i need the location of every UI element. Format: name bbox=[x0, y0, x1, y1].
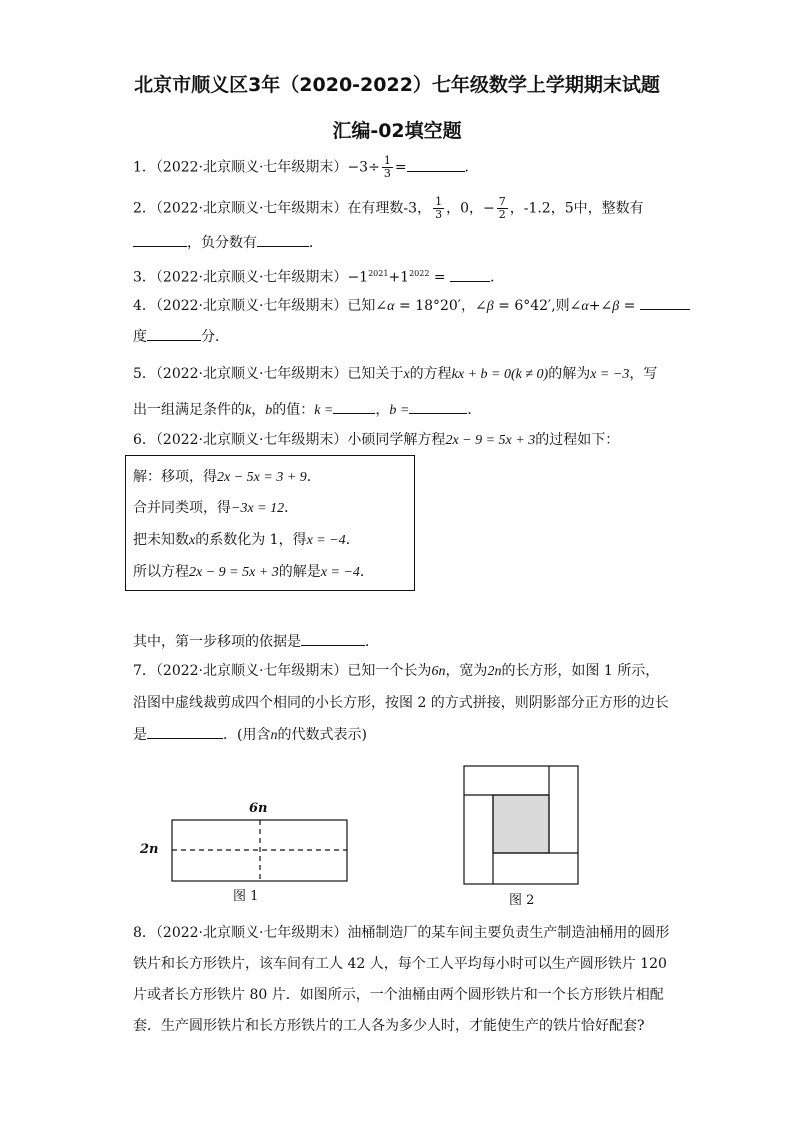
question-2: 2．（2022·北京顺义·七年级期末）在有理数-3， $\frac{1}{3}$ ，0，− $\frac{7}{2}$ ，-1.2，5中，整数有 bbox=[133, 195, 644, 221]
question-5: 5．（2022·北京顺义·七年级期末）已知关于x的方程kx + b = 0(k ≠ 0)的解为x = −3，写 bbox=[133, 366, 658, 382]
question-8-line2: 铁片和长方形铁片，该车间有工人 42 人，每个工人平均每小时可以生产圆形铁片 120 bbox=[133, 956, 667, 972]
question-8-line4: 套．生产圆形铁片和长方形铁片的工人各为多少人时，才能使生产的铁片恰好配套? bbox=[133, 1018, 645, 1034]
answer-blank[interactable] bbox=[133, 232, 187, 247]
question-3: 3．（2022·北京顺义·七年级期末）$-1^{2021}+1^{2022}$ = ． bbox=[133, 264, 504, 288]
answer-blank[interactable] bbox=[257, 232, 309, 247]
answer-blank[interactable] bbox=[409, 399, 467, 414]
question-4: 4．（2022·北京顺义·七年级期末）已知∠α = 18°20′，∠β = 6°42′,则∠α+∠β = bbox=[133, 295, 690, 317]
answer-blank[interactable] bbox=[407, 157, 465, 172]
fig1-width-label: 2n bbox=[140, 842, 159, 857]
question-5-line2: 出一组满足条件的k，b的值：k = ，b = ． bbox=[133, 399, 481, 421]
fraction: $\frac{1}{3}$ bbox=[383, 154, 391, 180]
answer-blank[interactable] bbox=[333, 399, 375, 414]
answer-blank[interactable] bbox=[301, 631, 365, 646]
fig1-caption: 图 1 bbox=[233, 889, 259, 904]
solution-step-1: 解：移项，得2x − 5x = 3 + 9． bbox=[133, 469, 321, 485]
answer-blank[interactable] bbox=[640, 295, 690, 310]
question-6: 6．（2022·北京顺义·七年级期末）小硕同学解方程2x − 9 = 5x + 3的过程如下： bbox=[133, 432, 620, 448]
solution-step-2: 合并同类项，得−3x = 12． bbox=[133, 500, 299, 516]
answer-blank[interactable] bbox=[450, 267, 490, 282]
question-4-line2: 度 分． bbox=[133, 326, 229, 347]
page-title: 北京市顺义区3年（2020-2022）七年级数学上学期期末试题 bbox=[134, 74, 660, 96]
solution-step-4: 所以方程2x − 9 = 5x + 3的解是x = −4． bbox=[133, 564, 374, 580]
fig2-caption: 图 2 bbox=[509, 893, 535, 908]
shaded-square bbox=[493, 795, 549, 853]
figure-2 bbox=[460, 762, 584, 888]
question-2-line2: ，负分数有 ． bbox=[133, 232, 323, 253]
fig1-length-label: 6n bbox=[249, 801, 268, 816]
answer-blank[interactable] bbox=[147, 326, 201, 341]
question-8-line3: 片或者长方形铁片 80 片．如图所示，一个油桶由两个圆形铁片和一个长方形铁片相配 bbox=[133, 987, 664, 1003]
solution-step-3: 把未知数x的系数化为 1，得x = −4． bbox=[133, 532, 360, 548]
question-7-line3: 是 ．(用含n的代数式表示) bbox=[133, 724, 367, 746]
question-8: 8．（2022·北京顺义·七年级期末）油桶制造厂的某车间主要负责生产制造油桶用的圆形 bbox=[133, 925, 670, 941]
question-1: 1．（2022·北京顺义·七年级期末）−3÷ $\frac{1}{3}$ = ． bbox=[133, 154, 479, 180]
question-6-after: 其中，第一步移项的依据是 ． bbox=[133, 631, 379, 652]
question-7-line2: 沿图中虚线裁剪成四个相同的小长方形，按图 2 的方式拼接，则阴影部分正方形的边长 bbox=[133, 695, 669, 711]
page-subtitle: 汇编-02填空题 bbox=[332, 120, 462, 142]
question-7: 7．（2022·北京顺义·七年级期末）已知一个长为6n，宽为2n的长方形，如图 1 所示， bbox=[133, 663, 660, 679]
answer-blank[interactable] bbox=[147, 724, 223, 739]
